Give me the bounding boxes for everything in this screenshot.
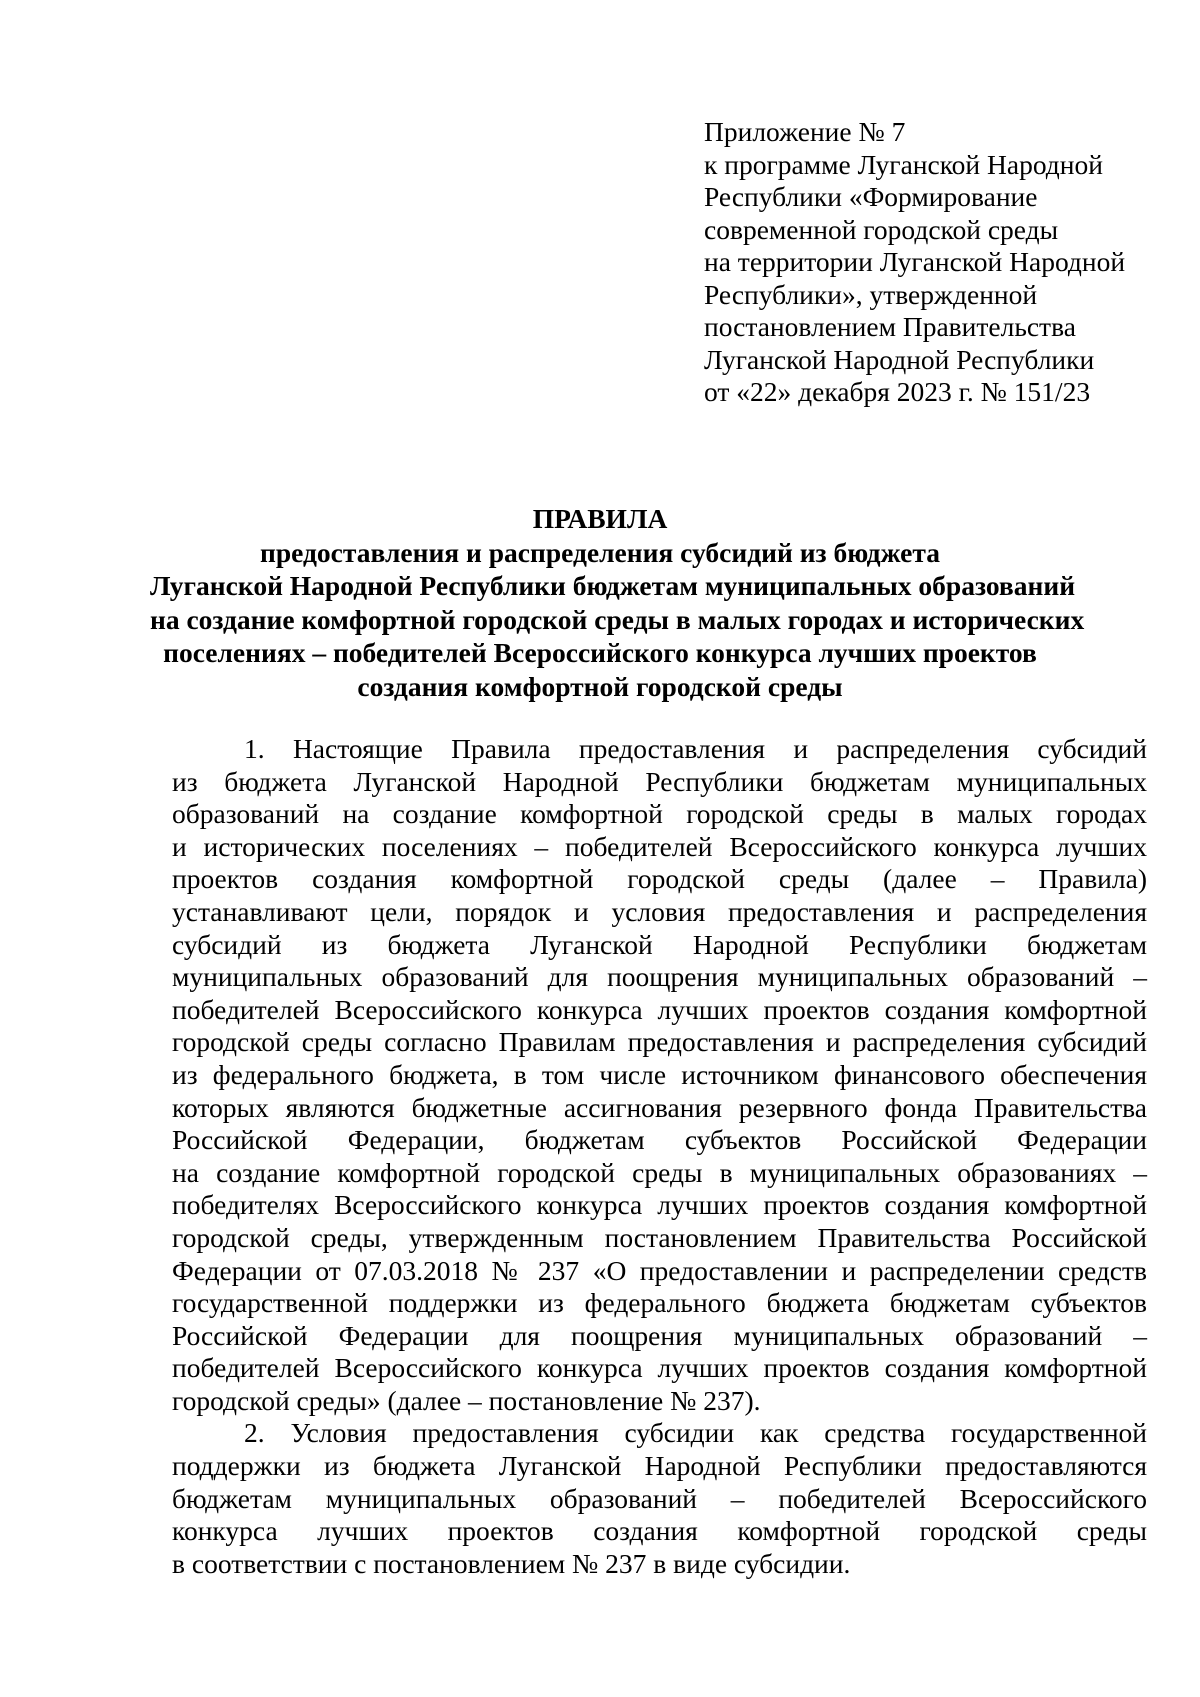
- text-line: и исторических поселениях – победителей Всероссийского конкурса лучших: [172, 830, 1147, 862]
- text-line: победителей Всероссийского конкурса лучших проектов создания комфортной: [172, 1352, 1147, 1384]
- appendix-line: современной городской среды: [704, 213, 1059, 245]
- text-line: городской среды» (далее – постановление № 237).: [172, 1384, 761, 1416]
- title-subtitle-line: создания комфортной городской среды: [357, 670, 843, 702]
- document-body: [172, 733, 1147, 1580]
- text-line: государственной поддержки из федерального бюджета бюджетам субъектов: [172, 1287, 1147, 1319]
- text-line: Российской Федерации, бюджетам субъектов Российской Федерации: [172, 1124, 1147, 1156]
- title-subtitle-line: Луганской Народной Республики бюджетам муниципальных образований: [150, 570, 1076, 601]
- text-line: городской среды согласно Правилам предоставления и распределения субсидий: [172, 1026, 1147, 1058]
- paragraph-1: [172, 733, 1147, 1417]
- appendix-line: к программе Луганской Народной: [704, 148, 1103, 180]
- title-subtitle-line: поселениях – победителей Всероссийского конкурса лучших проектов: [163, 637, 1037, 668]
- text-line: Российской Федерации для поощрения муниципальных образований –: [172, 1319, 1147, 1351]
- text-line: муниципальных образований для поощрения муниципальных образований –: [172, 961, 1147, 993]
- text-line: из бюджета Луганской Народной Республики бюджетам муниципальных: [172, 765, 1147, 797]
- text-line: победителей Всероссийского конкурса лучших проектов создания комфортной: [172, 993, 1147, 1025]
- text-line: бюджетам муниципальных образований – победителей Всероссийского: [172, 1482, 1147, 1514]
- text-line: в соответствии с постановлением № 237 в виде субсидии.: [172, 1547, 851, 1579]
- title-subtitle-line: предоставления и распределения субсидий из бюджета: [260, 536, 940, 568]
- document-title: [150, 502, 1085, 703]
- appendix-line: от «22» декабря 2023 г. № 151/23: [704, 376, 1091, 407]
- appendix-note: [704, 116, 1144, 409]
- appendix-line: постановлением Правительства: [704, 311, 1076, 342]
- text-line: из федерального бюджета, в том числе источником финансового обеспечения: [172, 1058, 1147, 1090]
- appendix-line: Республики», утвержденной: [704, 278, 1038, 310]
- text-line: которых являются бюджетные ассигнования резервного фонда Правительства: [172, 1091, 1147, 1123]
- text-line: устанавливают цели, порядок и условия предоставления и распределения: [172, 895, 1147, 927]
- text-line: Федерации от 07.03.2018 № 237 «О предоставлении и распределении средств: [172, 1254, 1147, 1286]
- text-line: городской среды, утвержденным постановлением Правительства Российской: [172, 1221, 1147, 1253]
- paragraph-2: [172, 1417, 1147, 1580]
- text-line: победителях Всероссийского конкурса лучших проектов создания комфортной: [172, 1189, 1147, 1221]
- text-line: 2. Условия предоставления субсидии как средства государственной: [244, 1417, 1147, 1449]
- text-line: 1. Настоящие Правила предоставления и распределения субсидий: [244, 733, 1147, 764]
- title-subtitle-line: на создание комфортной городской среды в малых городах и исторических: [150, 603, 1085, 635]
- text-line: на создание комфортной городской среды в муниципальных образованиях –: [172, 1156, 1147, 1188]
- text-line: образований на создание комфортной городской среды в малых городах: [172, 798, 1147, 830]
- text-line: поддержки из бюджета Луганской Народной Республики предоставляются: [172, 1450, 1147, 1482]
- appendix-line: Республики «Формирование: [704, 181, 1038, 212]
- text-line: проектов создания комфортной городской среды (далее – Правила): [172, 863, 1147, 895]
- appendix-line: Луганской Народной Республики: [704, 343, 1095, 375]
- appendix-line: Приложение № 7: [704, 116, 906, 147]
- appendix-line: на территории Луганской Народной: [704, 246, 1126, 277]
- title-heading: ПРАВИЛА: [532, 503, 668, 534]
- text-line: субсидий из бюджета Луганской Народной Республики бюджетам: [172, 928, 1147, 960]
- text-line: конкурса лучших проектов создания комфортной городской среды: [172, 1515, 1147, 1547]
